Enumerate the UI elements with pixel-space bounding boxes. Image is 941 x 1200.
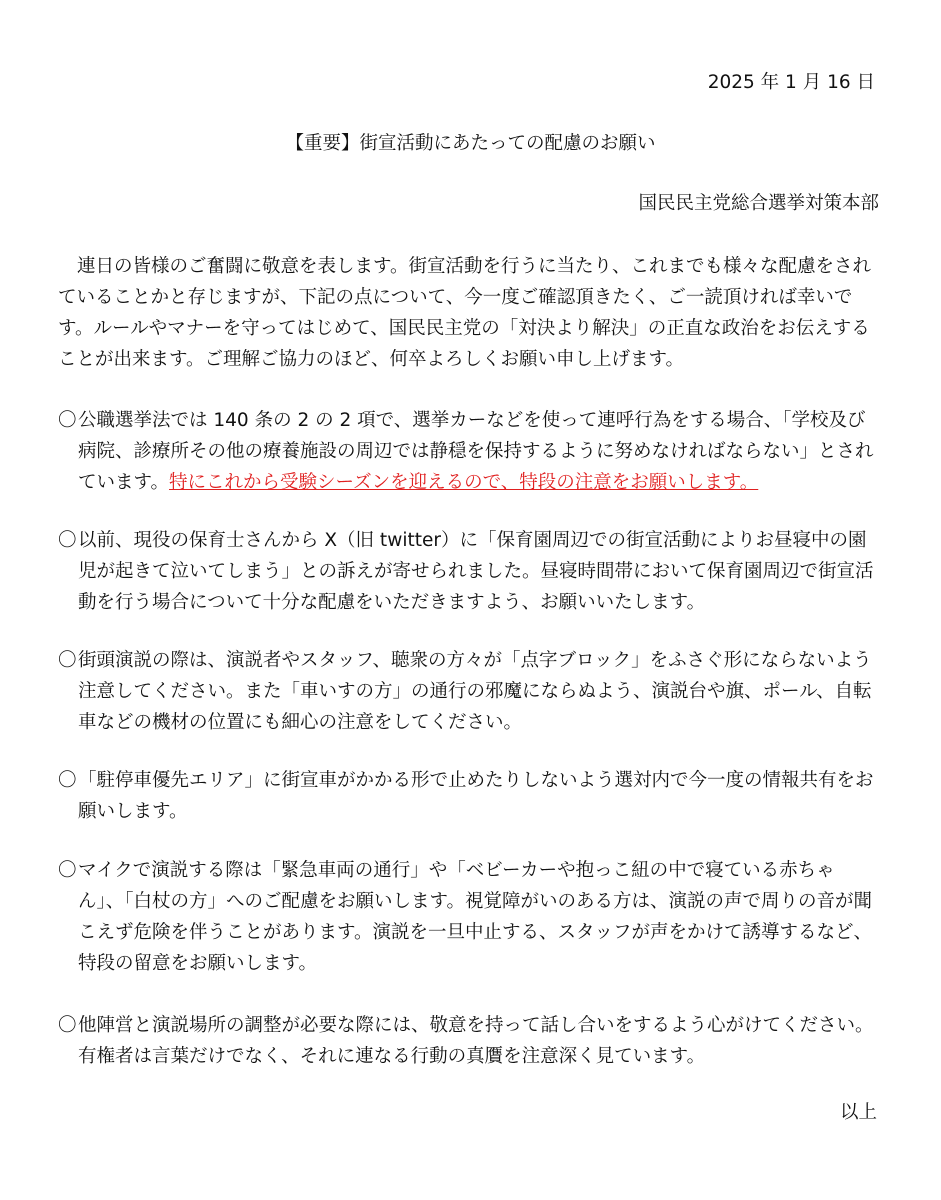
notice-item-text: 公職選挙法では 140 条の 2 の 2 項で、選挙カーなどを使って連呼行為をする場合、「学校及び病院、診療所その他の療養施設の周辺では静穏を保持するように努めなければならない」とされています。 [78, 410, 874, 493]
emphasis-text: 特にこれから受験シーズンを迎えるので、特段の注意をお願いします。 [169, 472, 759, 493]
notice-item-text: 「駐停車優先エリア」に街宣車がかかる形で止めたりしないよう選対内で今一度の情報共有をお願いします。 [78, 770, 874, 822]
bullet-mark: 〇 [58, 530, 77, 551]
bullet-mark: 〇 [58, 1015, 77, 1036]
notice-item-braille-block [58, 645, 880, 738]
notice-item-parking-area [58, 765, 880, 827]
notice-item-microphone [58, 855, 880, 979]
document-date: 2025 年 1 月 16 日 [707, 72, 875, 93]
bullet-mark: 〇 [58, 410, 77, 431]
notice-item-text: 以前、現役の保育士さんから X（旧 twitter）に「保育園周辺での街宣活動によりお昼寝中の園児が起きて泣いてしまう」との訴えが寄せられました。昼寝時間帯において保育園周辺で街宣活動を行う場合について十分な配慮をいただきますよう、お願いいたします。 [78, 530, 874, 613]
notice-item-text: 街頭演説の際は、演説者やスタッフ、聴衆の方々が「点字ブロック」をふさぐ形にならないよう注意してください。また「車いすの方」の通行の邪魔にならぬよう、演説台や旗、ポール、自転車などの機材の位置にも細心の注意をしてください。 [78, 650, 872, 733]
notice-item-text: マイクで演説する際は「緊急車両の通行」や「ベビーカーや抱っこ紐の中で寝ている赤ちゃん」、「白杖の方」へのご配慮をお願いします。視覚障がいのある方は、演説の声で周りの音が聞こえず危険を伴うことがあります。演説を一旦中止する、スタッフが声をかけて誘導するなど、特段の留意をお願いします。 [78, 860, 873, 974]
intro-paragraph: 連日の皆様のご奮闘に敬意を表します。街宣活動を行うに当たり、これまでも様々な配慮をされていることかと存じますが、下記の点について、今一度ご確認頂きたく、ご一読頂ければ幸いです。ルールやマナーを守ってはじめて、国民民主党の「対決より解決」の正直な政治をお伝えすることが出来ます。ご理解ご協力のほど、何卒よろしくお願い申し上げます。 [58, 256, 872, 370]
document-title: 【重要】街宣活動にあたっての配慮のお願い [285, 133, 656, 154]
issuing-organization: 国民民主党総合選挙対策本部 [638, 193, 879, 214]
notice-item-text: 他陣営と演説場所の調整が必要な際には、敬意を持って話し合いをするよう心がけてください。有権者は言葉だけでなく、それに連なる行動の真贋を注意深く見ています。 [78, 1015, 874, 1067]
notice-item-nursery [58, 525, 880, 618]
notice-item-other-camps [58, 1010, 880, 1072]
bullet-mark: 〇 [58, 650, 77, 671]
notice-item-election-law [58, 405, 880, 498]
bullet-mark: 〇 [58, 770, 77, 791]
closing-remark: 以上 [839, 1102, 877, 1123]
bullet-mark: 〇 [58, 860, 77, 881]
